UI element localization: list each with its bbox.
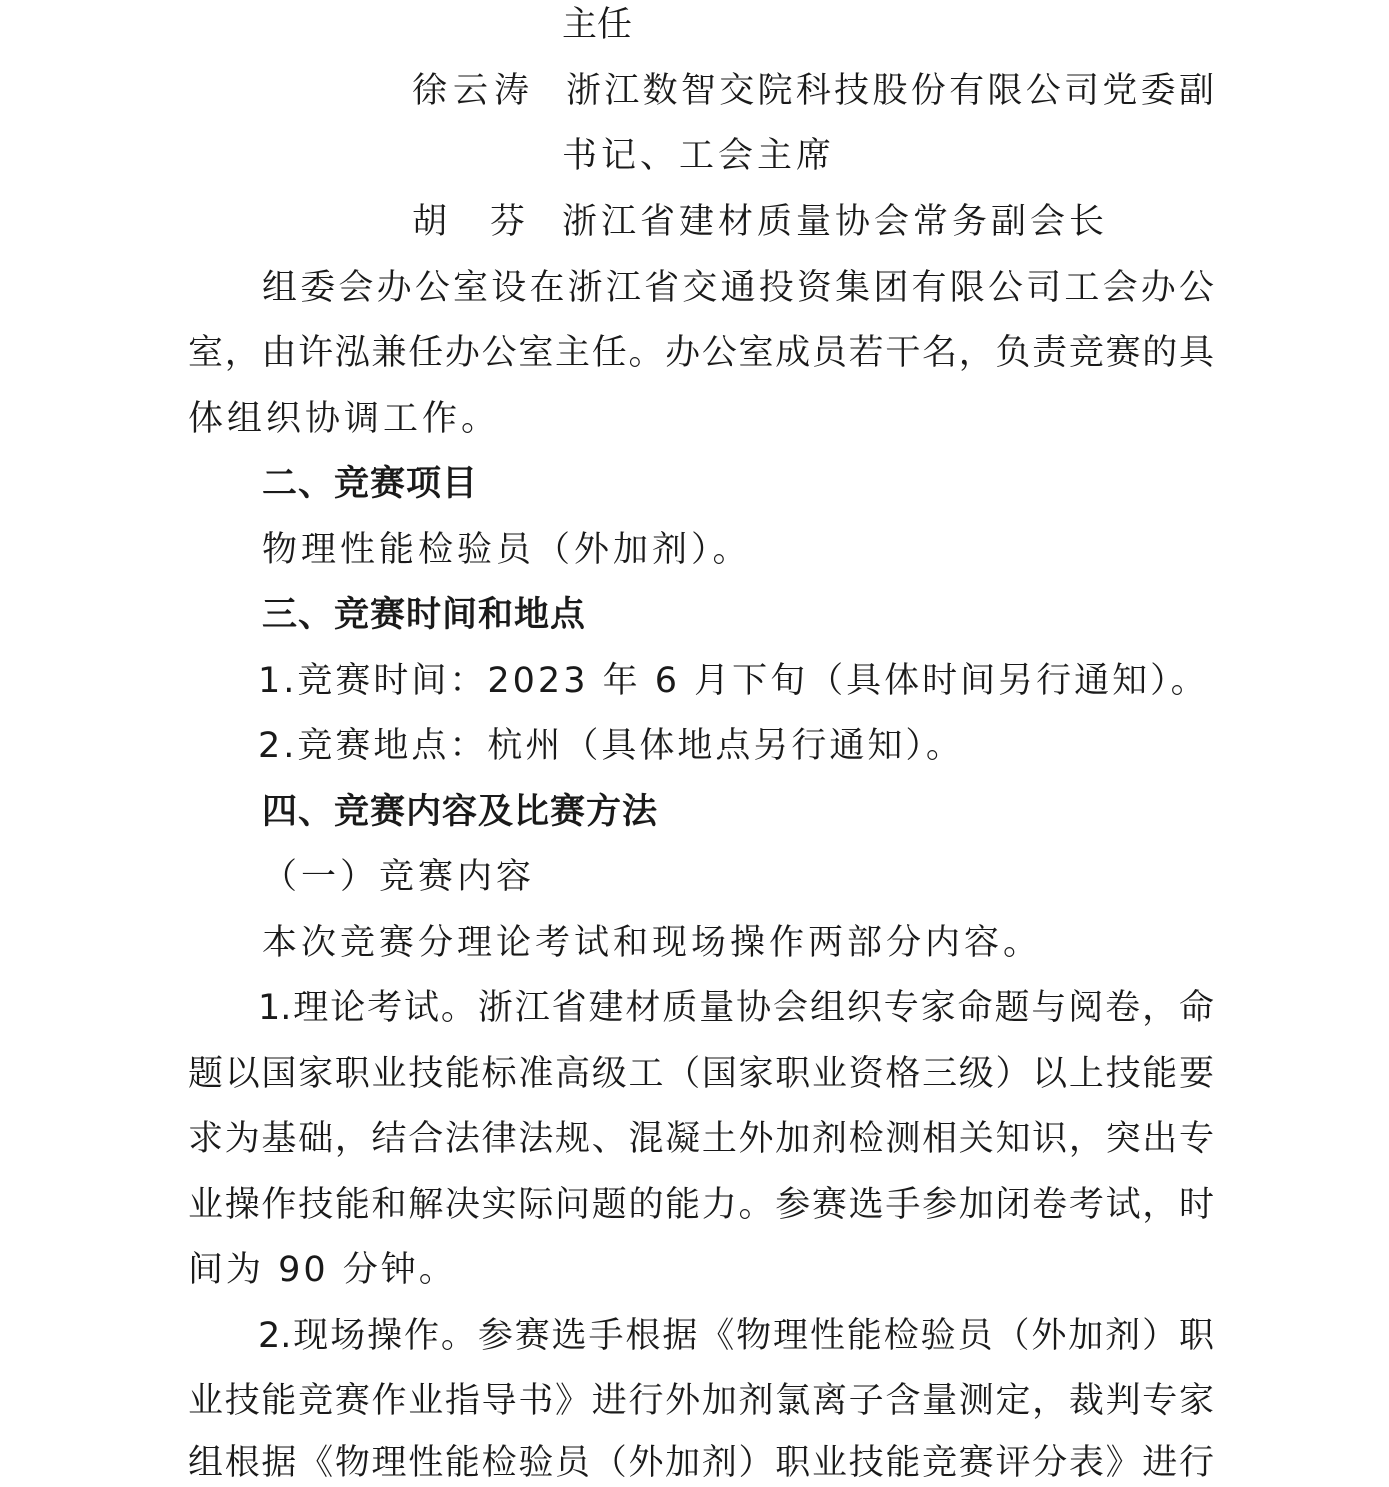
committee-member-title-xu-1: 浙江数智交院科技股份有限公司党委副 (566, 71, 1214, 111)
committee-member-name-hu: 胡 芬 (412, 202, 530, 242)
practical-exam-line-3: 组根据《物理性能检验员（外加剂）职业技能竞赛评分表》进行 (188, 1443, 1214, 1483)
committee-line-cont: 主任 (562, 5, 633, 45)
section-heading-2: 二、竞赛项目 (262, 464, 479, 504)
theory-exam-line-5: 间为 90 分钟。 (188, 1250, 457, 1290)
subsection-heading-1: （一）竞赛内容 (262, 857, 536, 897)
section-4-intro: 本次竞赛分理论考试和现场操作两部分内容。 (262, 923, 1043, 963)
practical-exam-line-2: 业技能竞赛作业指导书》进行外加剂氯离子含量测定，裁判专家 (188, 1381, 1214, 1421)
section-2-text: 物理性能检验员（外加剂）。 (262, 530, 752, 570)
committee-member-title-hu: 浙江省建材质量协会常务副会长 (562, 202, 1109, 242)
committee-member-title-xu-2: 书记、工会主席 (562, 136, 836, 176)
theory-exam-line-3: 求为基础，结合法律法规、混凝土外加剂检测相关知识，突出专 (188, 1119, 1214, 1159)
office-paragraph-line-2: 室，由许泓兼任办公室主任。办公室成员若干名，负责竞赛的具 (188, 333, 1214, 373)
theory-exam-line-1: 1.理论考试。浙江省建材质量协会组织专家命题与阅卷，命 (258, 988, 1214, 1028)
theory-exam-line-4: 业操作技能和解决实际问题的能力。参赛选手参加闭卷考试，时 (188, 1185, 1214, 1225)
committee-member-name-xu: 徐云涛 (412, 71, 536, 111)
section-heading-4: 四、竞赛内容及比赛方法 (262, 792, 659, 832)
competition-place: 2.竞赛地点：杭州（具体地点另行通知）。 (258, 726, 964, 766)
competition-time: 1.竞赛时间：2023 年 6 月下旬（具体时间另行通知）。 (258, 661, 1209, 701)
office-paragraph-line-3: 体组织协调工作。 (188, 399, 501, 439)
section-heading-3: 三、竞赛时间和地点 (262, 595, 587, 635)
office-paragraph-line-1: 组委会办公室设在浙江省交通投资集团有限公司工会办公 (262, 268, 1214, 308)
practical-exam-line-1: 2.现场操作。参赛选手根据《物理性能检验员（外加剂）职 (258, 1316, 1214, 1356)
theory-exam-line-2: 题以国家职业技能标准高级工（国家职业资格三级）以上技能要 (188, 1054, 1214, 1094)
